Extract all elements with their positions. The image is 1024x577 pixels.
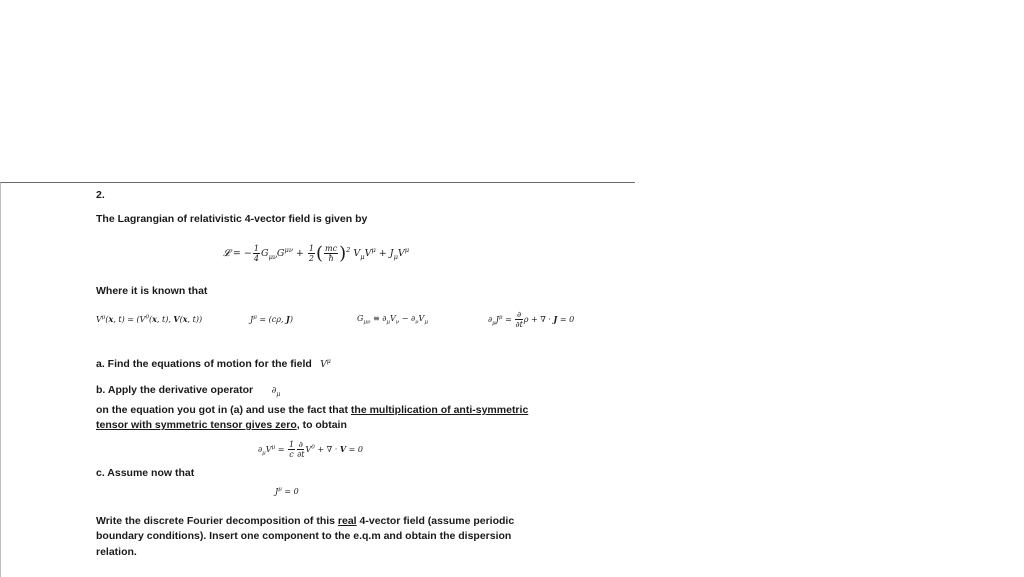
- where-known-text: Where it is known that: [96, 285, 208, 297]
- lagrangian-equation: 𝓛 = − $\frac{1}{4}$ $G_{\mu\nu}G^{\mu\nu}$ + $\frac{1}{2}$ ( $\frac{mc}{ħ}$ )$^2$ $V_\mu V^\mu + J_\mu V^\mu$: [223, 243, 410, 264]
- part-a-field-symbol: $V^\mu$: [320, 358, 331, 370]
- part-b-line-2: [96, 419, 347, 431]
- part-b-text: b. Apply the derivative operator: [96, 384, 254, 396]
- part-b-operator: $\partial_\mu$: [271, 386, 281, 398]
- document-page: [0, 182, 635, 577]
- part-b-line-1: [96, 404, 528, 416]
- final-line-3: relation.: [96, 546, 137, 558]
- final-line-1-underlined: real: [337, 515, 357, 527]
- part-b-underlined-1: the multiplication of anti-symmetric: [350, 404, 529, 416]
- final-line-1: [96, 515, 514, 527]
- part-c-text: c. Assume now that: [96, 467, 195, 479]
- part-b: [96, 380, 280, 398]
- final-line-1-after: 4-vector field (assume periodic: [356, 515, 515, 527]
- zero-current-equation: $J^\mu = 0$: [275, 486, 299, 496]
- problem-number: 2.: [96, 189, 105, 201]
- final-line-2: boundary conditions). Insert one component to the e.q.m and obtain the dispersion: [96, 530, 512, 542]
- vector-field-definition: $V^\mu(x$, $t) = (V^0(x$, t), V(x, t)): [96, 314, 203, 324]
- part-b-underlined-2: tensor with symmetric tensor gives zero: [96, 419, 297, 431]
- part-b-before-text: on the equation you got in (a) and use the fact that: [96, 404, 351, 416]
- continuity-equation: $\partial_\mu J^\mu$ = $\frac{\partial}{\partial t}$ ρ + ∇ · J = 0: [488, 310, 575, 329]
- final-line-1-before: Write the discrete Fourier decomposition of this: [96, 515, 338, 527]
- field-tensor-definition: $G_{\mu\nu} \equiv \partial_\mu V_\nu - \partial_\nu V_\mu$: [357, 314, 428, 326]
- part-a-text: a. Find the equations of motion for the field: [96, 358, 312, 370]
- part-a: [96, 354, 331, 372]
- current-definition: $J^\mu = (c\rho$, J): [250, 314, 293, 324]
- lorenz-condition-equation: $\partial_\mu V^\mu$ = $\frac{1}{c}$ $\frac{\partial}{\partial t}$ $V^0$ + ∇ · V = 0: [258, 440, 363, 459]
- intro-text: The Lagrangian of relativistic 4-vector field is given by: [96, 213, 368, 225]
- part-b-after-text: , to obtain: [296, 419, 347, 431]
